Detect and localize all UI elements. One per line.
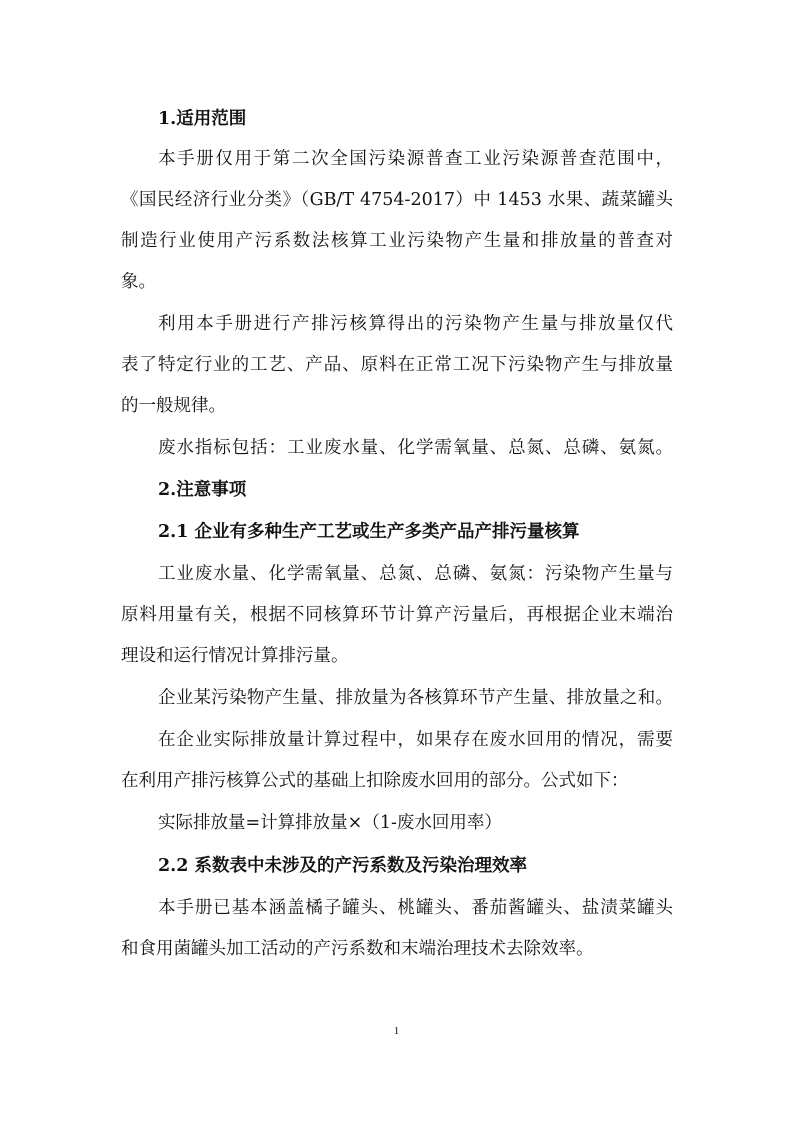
section-2-1-paragraph-1-line-3: 理设和运行情况计算排污量。 bbox=[121, 646, 349, 666]
section-1-paragraph-2-line-3: 的一般规律。 bbox=[121, 396, 226, 416]
section-1-paragraph-1-line-4: 象。 bbox=[121, 272, 156, 292]
section-2-1-paragraph-1-line-1: 工业废水量、化学需氧量、总氮、总磷、氨氮：污染物产生量与 bbox=[158, 564, 673, 584]
section-1-paragraph-2-line-2: 表了特定行业的工艺、产品、原料在正常工况下污染物产生与排放量 bbox=[121, 355, 673, 375]
section-2-1-paragraph-3-line-2: 在利用产排污核算公式的基础上扣除废水回用的部分。公式如下： bbox=[121, 771, 629, 791]
section-1-heading: 1.适用范围 bbox=[158, 109, 247, 129]
page-number: 1 bbox=[393, 1025, 400, 1037]
section-2-1-paragraph-1-line-2: 原料用量有关，根据不同核算环节计算产污量后，再根据企业末端治 bbox=[121, 605, 673, 625]
section-2-heading: 2.注意事项 bbox=[158, 480, 247, 500]
section-1-paragraph-1-line-1: 本手册仅用于第二次全国污染源普查工业污染源普查范围中， bbox=[158, 149, 673, 169]
section-2-2-paragraph-1-line-2: 和食用菌罐头加工活动的产污系数和末端治理技术去除效率。 bbox=[121, 939, 594, 959]
section-2-2-paragraph-1-line-1: 本手册已基本涵盖橘子罐头、桃罐头、番茄酱罐头、盐渍菜罐头 bbox=[158, 898, 673, 918]
section-2-2-heading: 2.2 系数表中未涉及的产污系数及污染治理效率 bbox=[158, 856, 528, 876]
section-1-paragraph-3: 废水指标包括：工业废水量、化学需氧量、总氮、总磷、氨氮。 bbox=[158, 438, 673, 458]
section-2-1-formula: 实际排放量=计算排放量×（1-废水回用率） bbox=[158, 813, 502, 833]
section-1-paragraph-1-line-3: 制造行业使用产污系数法核算工业污染物产生量和排放量的普查对 bbox=[121, 231, 673, 251]
section-1-paragraph-2-line-1: 利用本手册进行产排污核算得出的污染物产生量与排放量仅代 bbox=[158, 314, 673, 334]
section-2-1-heading: 2.1 企业有多种生产工艺或生产多类产品产排污量核算 bbox=[158, 522, 580, 542]
section-2-1-paragraph-3-line-1: 在企业实际排放量计算过程中，如果存在废水回用的情况，需要 bbox=[158, 730, 673, 750]
section-1-paragraph-1-line-2: 《国民经济行业分类》（GB/T 4754-2017）中 1453 水果、蔬菜罐头 bbox=[121, 190, 673, 210]
section-2-1-paragraph-2: 企业某污染物产生量、排放量为各核算环节产生量、排放量之和。 bbox=[158, 688, 673, 708]
